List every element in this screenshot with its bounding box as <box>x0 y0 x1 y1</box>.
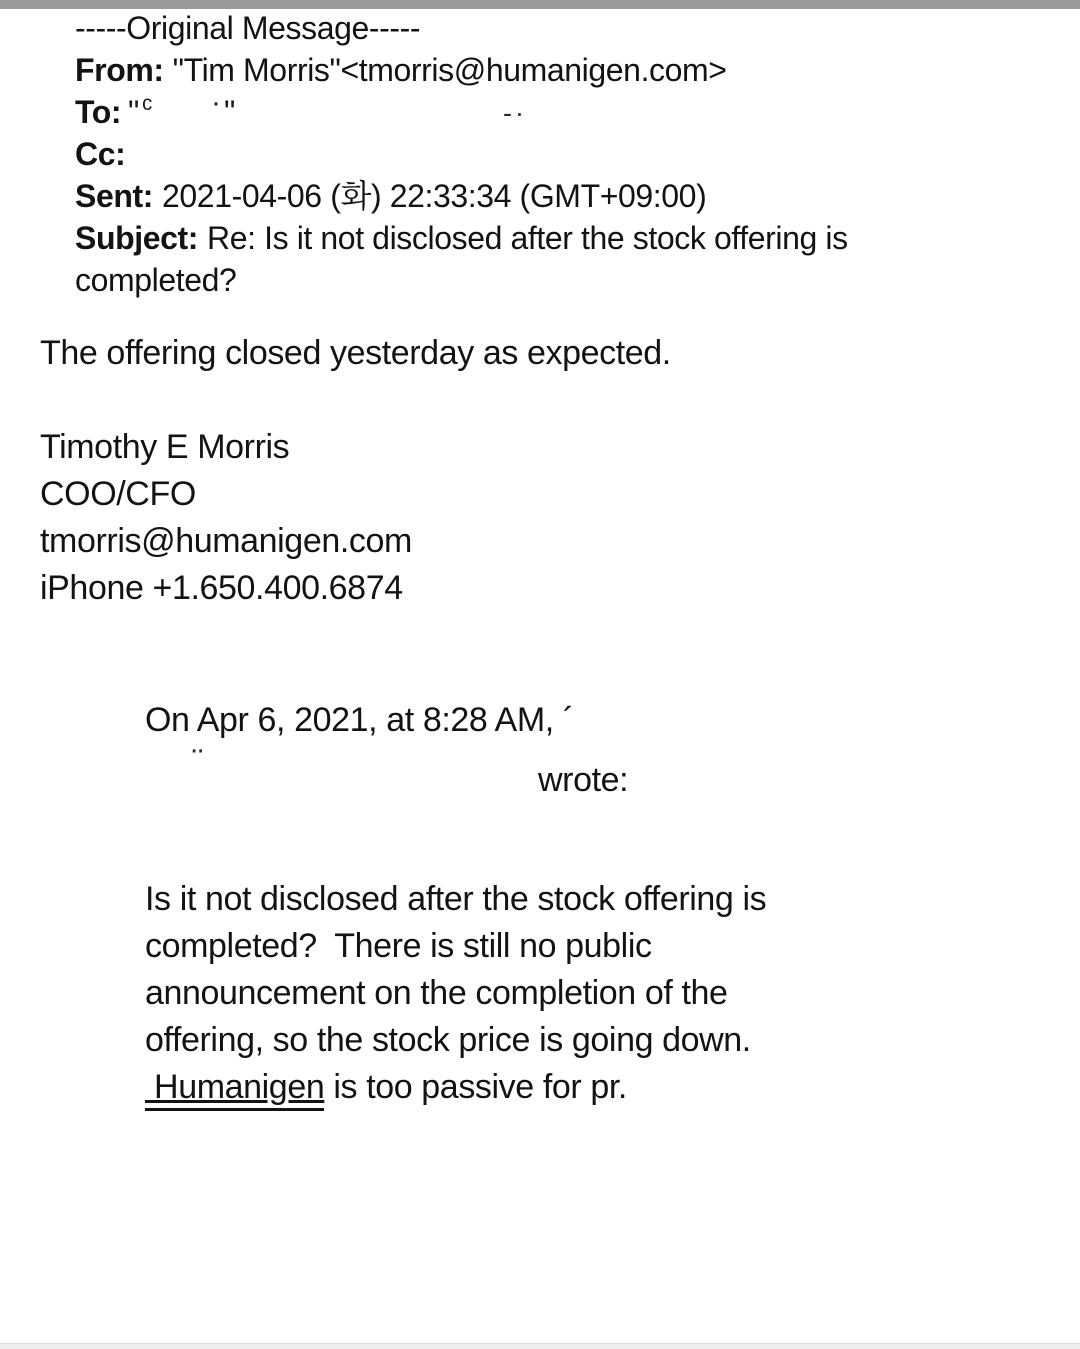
redaction-artifact-dots: ¨ <box>192 743 203 781</box>
redaction-artifact-curve: ᶜ <box>142 91 153 124</box>
sent-value: 2021-04-06 (화) 22:33:34 (GMT+09:00) <box>162 178 707 214</box>
quoted-line-2: completed? There is still no public <box>145 927 652 965</box>
subject-value-line2: completed? <box>75 262 237 298</box>
subject-field <box>75 217 1035 301</box>
redaction-artifact-close-quote: " <box>224 94 235 130</box>
quoted-line-4: offering, so the stock price is going down. <box>145 1021 751 1059</box>
cc-field <box>75 133 1035 175</box>
blank-line <box>40 377 671 424</box>
signature-email: tmorris@humanigen.com <box>40 522 412 560</box>
reply-opening-line: The offering closed yesterday as expected. <box>40 334 671 372</box>
signature-title: COO/CFO <box>40 475 196 513</box>
quoted-attribution <box>145 699 629 799</box>
sent-label: Sent: <box>75 178 154 214</box>
attribution-date-line: On Apr 6, 2021, at 8:28 AM, ´ <box>145 701 574 739</box>
subject-label: Subject: <box>75 220 199 256</box>
signature-name: Timothy E Morris <box>40 428 290 466</box>
original-message-separator: -----Original Message----- <box>75 10 421 46</box>
quoted-line-3: announcement on the completion of the <box>145 974 728 1012</box>
redaction-artifact-tick: · <box>211 86 221 119</box>
from-label: From: <box>75 52 164 88</box>
attribution-second-line <box>145 743 629 799</box>
humanigen-underlined-word: Humanigen <box>145 1068 324 1111</box>
quoted-line-5 <box>145 1064 766 1111</box>
subject-value-line1: Re: Is it not disclosed after the stock offering is <box>207 220 848 256</box>
cc-label: Cc: <box>75 136 126 172</box>
from-value: "Tim Morris"<tmorris@humanigen.com> <box>172 52 727 88</box>
wrote-label: wrote: <box>538 761 629 799</box>
original-message-header <box>75 7 1035 301</box>
sent-field <box>75 175 1035 217</box>
bottom-bar <box>0 1343 1080 1349</box>
quoted-message-body <box>145 876 766 1111</box>
quoted-line-5-rest: is too passive for pr. <box>324 1068 627 1106</box>
signature-phone: iPhone +1.650.400.6874 <box>40 569 403 607</box>
quoted-line-1: Is it not disclosed after the stock offering is <box>145 880 767 918</box>
redaction-artifact-open-quote: " <box>128 94 139 130</box>
reply-body <box>40 330 671 612</box>
redaction-artifact-right-mark: -· <box>503 98 527 128</box>
to-field <box>75 86 1035 133</box>
to-label: To: <box>75 94 122 130</box>
